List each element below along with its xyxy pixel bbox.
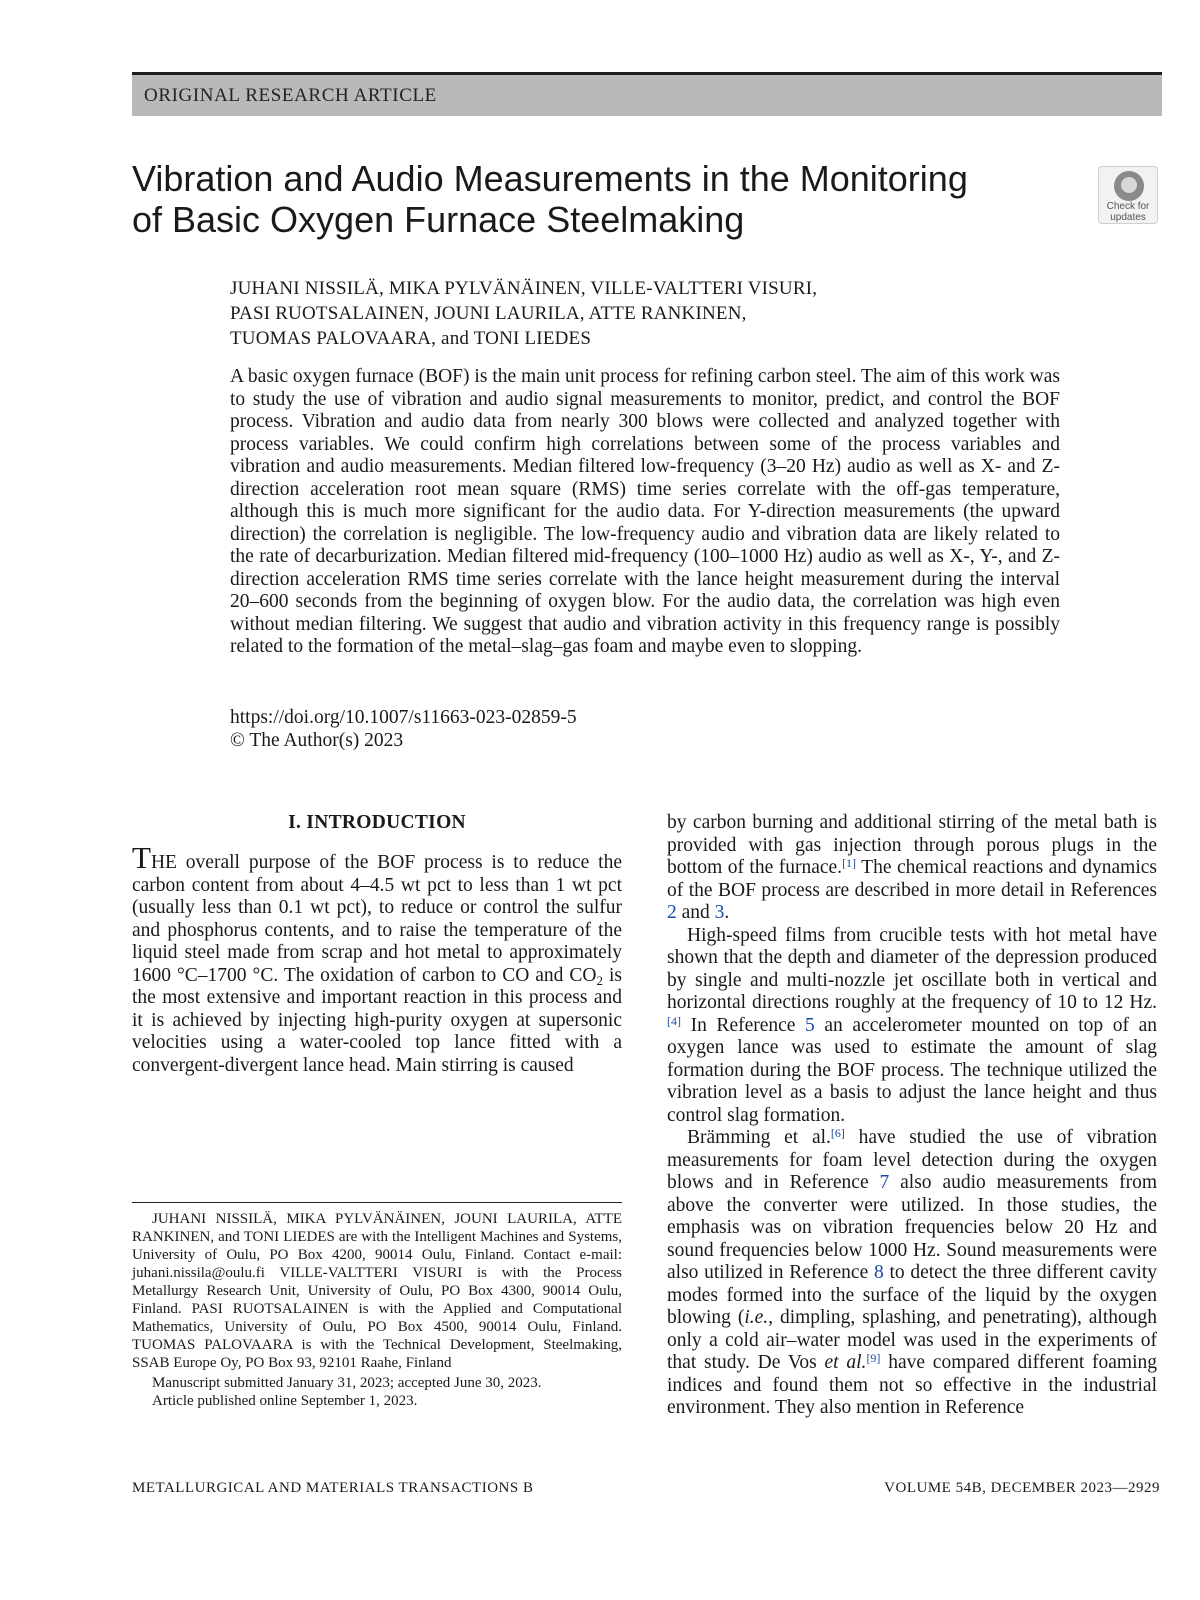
- publication-date: Article published online September 1, 2023.: [152, 1393, 418, 1409]
- body-paragraph-2: High-speed films from crucible tests with hot metal have shown that the depth and diameter of the depression produced by single and multi-nozzle jet oscillate both in vertical and horizontal directions roughly at the frequency of 10 to 12 Hz.[4] In Reference 5 an accelerometer mounted on top of an oxygen lance was used to estimate the amount of slag formation during the BOF process. The technique utilized the vibration level as a basis to adjust the lance height and thus control slag formation.: [667, 924, 1157, 1126]
- citation-9[interactable]: [9]: [866, 1351, 881, 1365]
- manuscript-dates: [132, 1374, 622, 1410]
- copyright-notice: © The Author(s) 2023: [230, 730, 404, 751]
- reference-link-5[interactable]: 5: [805, 1014, 815, 1036]
- article-type-label: ORIGINAL RESEARCH ARTICLE: [144, 85, 437, 106]
- abstract: A basic oxygen furnace (BOF) is the main unit process for refining carbon steel. The aim of this work was to study the use of vibration and audio signal measurements to monitor, predict, and control the BOF process. Vibration and audio data from nearly 300 blows were collected and analyzed together with process variables. We could confirm high correlations between some of the process variables and vibration and audio measurements. Median filtered low-frequency (3–20 Hz) audio as well as X- and Z-direction acceleration root mean square (RMS) time series correlate with the off-gas temperature, although this is much more significant for the audio data. For Y-direction measurements (the upward direction) the correlation is negligible. The low-frequency audio and vibration data are likely related to the rate of decarburization. Median filtered mid-frequency (100–1000 Hz) audio as well as X-, Y-, and Z-direction acceleration RMS time series correlate with the lance height measurement during the interval 20–600 seconds from the beginning of oxygen blow. For the audio data, the correlation was high even without median filtering. We suggest that audio and vibration activity in this frequency range is possibly related to the formation of the metal–slag–gas foam and maybe even to slopping.: [230, 366, 1060, 657]
- citation-4[interactable]: [4]: [667, 1013, 681, 1028]
- journal-name-footer: METALLURGICAL AND MATERIALS TRANSACTIONS B: [132, 1480, 534, 1496]
- check-for-updates-icon: [1114, 171, 1144, 201]
- footnote-divider: [132, 1202, 622, 1203]
- citation-1[interactable]: [1]: [842, 856, 857, 870]
- reference-link-2[interactable]: 2: [667, 902, 677, 923]
- drop-cap: T: [132, 840, 151, 875]
- body-paragraph-3: Brämming et al.[6] have studied the use of vibration measurements for foam level detection during the oxygen blows and in Reference 7 also audio measurements from above the converter were utilized. In those studies, the emphasis was on vibration frequencies below 20 Hz and sound frequencies below 1000 Hz. Sound measurements were also utilized in Reference 8 to detect the three different cavity modes formed into the surface of the liquid by the oxygen blowing (i.e., dimpling, splashing, and penetrating), although only a cold air–water model was used in the experiments of that study. De Vos et al.[9] have compared different foaming indices and found them not so effective in the industrial environment. They also mention in Reference: [667, 1126, 1158, 1418]
- check-for-updates-badge[interactable]: [1098, 166, 1158, 224]
- affiliations-text: JUHANI NISSILÄ, MIKA PYLVÄNÄINEN, JOUNI LAURILA, ATTE RANKINEN, and TONI LIEDES are with the Intelligent Machines and Systems, University of Oulu, PO Box 4200, 90014 Oulu, Finland. Contact e-mail: juhani.nissila@oulu.fi VILLE-VALTTERI VISURI is with the Process Metallurgy Research Unit, University of Oulu, PO Box 4300, 90014 Oulu, Finland. PASI RUOTSALAINEN is with the Applied and Computational Mathematics, University of Oulu, PO Box 4500, 90014 Oulu, Finland. TUOMAS PALOVAARA is with the Technical Development, Steelmaking, SSAB Europe Oy, PO Box 93, 92101 Raahe, Finland: [132, 1211, 622, 1371]
- reference-link-3[interactable]: 3: [714, 902, 725, 923]
- et-al: et al.: [824, 1352, 867, 1373]
- reference-link-7[interactable]: 7: [879, 1172, 890, 1193]
- left-column: [132, 812, 622, 1077]
- title-line-1: Vibration and Audio Measurements in the Monitoring: [132, 158, 968, 199]
- authors-line-1: JUHANI NISSILÄ, MIKA PYLVÄNÄINEN, VILLE-VALTTERI VISURI,: [230, 278, 818, 299]
- ie-abbreviation: i.e.,: [744, 1307, 774, 1328]
- doi-link[interactable]: https://doi.org/10.1007/s11663-023-02859-5: [230, 707, 577, 728]
- authors-line-2: PASI RUOTSALAINEN, JOUNI LAURILA, ATTE RANKINEN,: [230, 303, 747, 324]
- co2-subscript: 2: [596, 972, 603, 988]
- author-affiliations-footnote: [132, 1210, 622, 1410]
- section-heading-introduction: I. INTRODUCTION: [288, 812, 466, 833]
- author-list: [230, 276, 1130, 351]
- intro-paragraph-1: THE overall purpose of the BOF process is to reduce the carbon content from about 4–4.5 wt pct to less than 1 wt pct (usually less than 0.1 wt pct), to reduce or control the sulfur and phosphorus contents, and to raise the temperature of the liquid steel made from scrap and hot metal to approximately 1600 °C–1700 °C. The oxidation of carbon to CO and $CO_2$ is the most extensive and important reaction in this process and it is achieved by injecting high-purity oxygen at supersonic velocities using a water-cooled top lance fitted with a convergent-divergent lance head. Main stirring is caused: [132, 840, 622, 1076]
- citation-6[interactable]: [6]: [830, 1126, 845, 1140]
- authors-line-3: TUOMAS PALOVAARA, and TONI LIEDES: [230, 328, 592, 349]
- article-title: [132, 158, 1012, 240]
- reference-link-8[interactable]: 8: [873, 1262, 884, 1283]
- title-line-2: of Basic Oxygen Furnace Steelmaking: [132, 199, 745, 240]
- right-column: [667, 812, 1157, 1420]
- article-type-bar: [132, 72, 1162, 116]
- check-for-updates-label: Check for updates: [1106, 201, 1150, 223]
- submission-date: Manuscript submitted January 31, 2023; accepted June 30, 2023.: [152, 1375, 542, 1391]
- volume-page-footer: VOLUME 54B, DECEMBER 2023—2929: [884, 1480, 1160, 1496]
- doi-block: [230, 706, 577, 752]
- body-paragraph-1: by carbon burning and additional stirring of the metal bath is provided with gas injection through porous plugs in the bottom of the furnace.[1] The chemical reactions and dynamics of the BOF process are described in more detail in References 2 and 3.: [667, 812, 1158, 923]
